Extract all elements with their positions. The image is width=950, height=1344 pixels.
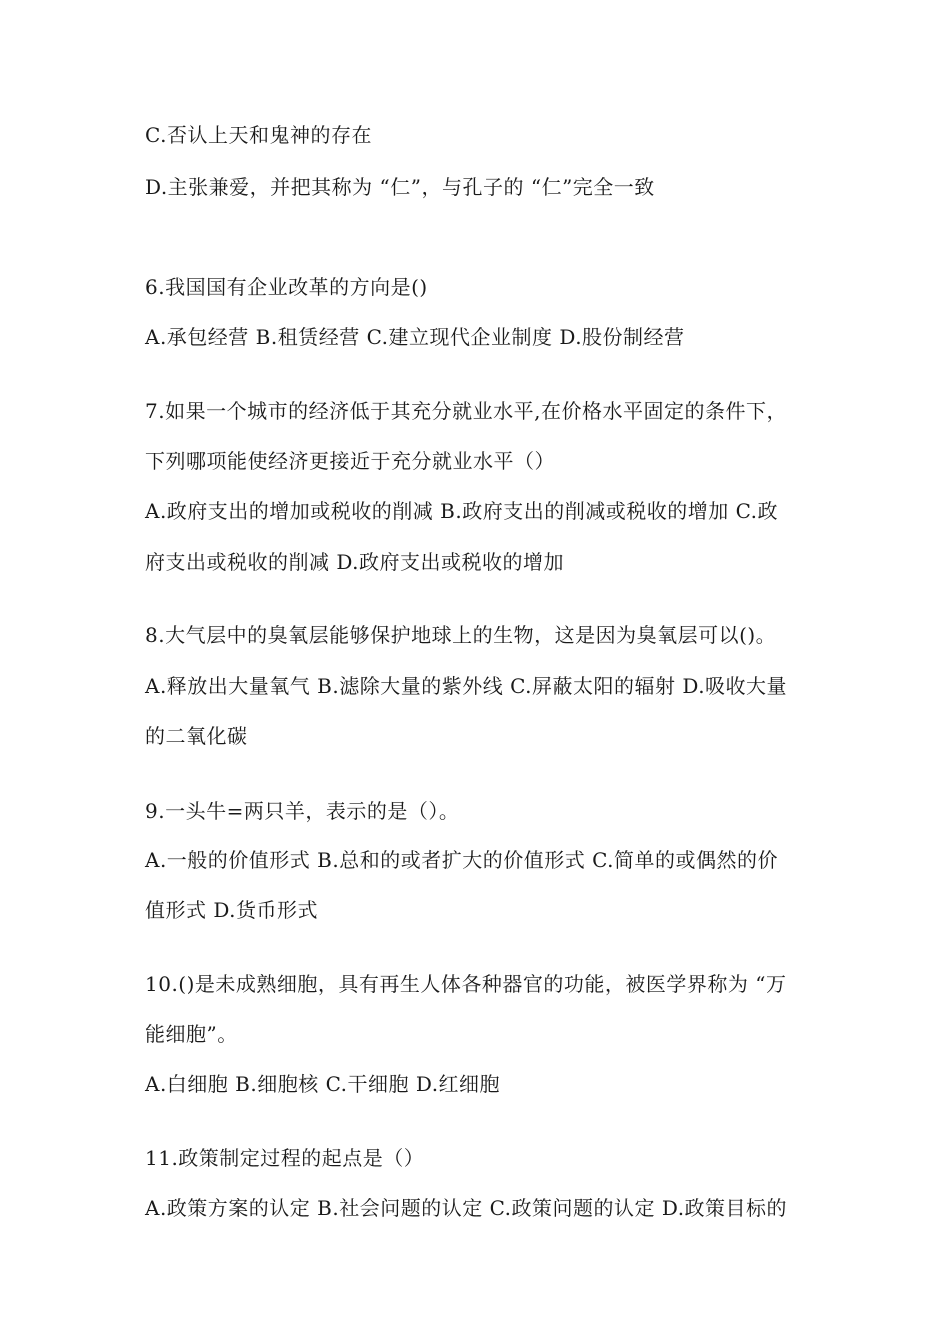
option-5c: C.否认上天和鬼神的存在 xyxy=(145,123,372,147)
options-10: A.白细胞 B.细胞核 C.干细胞 D.红细胞 xyxy=(145,1072,501,1096)
options-9-line-2: 值形式 D.货币形式 xyxy=(145,898,319,922)
question-10-line-1: 10.()是未成熟细胞，具有再生人体各种器官的功能，被医学界称为 “万 xyxy=(145,972,787,996)
question-7-line-2: 下列哪项能使经济更接近于充分就业水平（） xyxy=(145,449,555,473)
question-7-line-1: 7.如果一个城市的经济低于其充分就业水平,在价格水平固定的条件下， xyxy=(145,399,787,423)
options-7-line-1: A.政府支出的增加或税收的削减 B.政府支出的削减或税收的增加 C.政 xyxy=(145,499,779,523)
options-7-line-2: 府支出或税收的削减 D.政府支出或税收的增加 xyxy=(145,550,565,574)
options-9-line-1: A.一般的价值形式 B.总和的或者扩大的价值形式 C.简单的或偶然的价 xyxy=(145,848,779,872)
option-5d: D.主张兼爱，并把其称为 “仁”，与孔子的 “仁”完全一致 xyxy=(145,175,655,199)
question-6: 6.我国国有企业改革的方向是() xyxy=(145,275,428,299)
question-11: 11.政策制定过程的起点是（） xyxy=(145,1146,425,1170)
options-11-line-1: A.政策方案的认定 B.社会问题的认定 C.政策问题的认定 D.政策目标的 xyxy=(145,1196,788,1220)
question-9: 9.一头牛=两只羊，表示的是（）。 xyxy=(145,799,460,823)
question-10-line-2: 能细胞”。 xyxy=(145,1022,238,1046)
options-8-line-2: 的二氧化碳 xyxy=(145,724,248,748)
question-8: 8.大气层中的臭氧层能够保护地球上的生物，这是因为臭氧层可以()。 xyxy=(145,623,777,647)
options-8-line-1: A.释放出大量氧气 B.滤除大量的紫外线 C.屏蔽太阳的辐射 D.吸收大量 xyxy=(145,674,788,698)
options-6: A.承包经营 B.租赁经营 C.建立现代企业制度 D.股份制经营 xyxy=(145,325,685,349)
